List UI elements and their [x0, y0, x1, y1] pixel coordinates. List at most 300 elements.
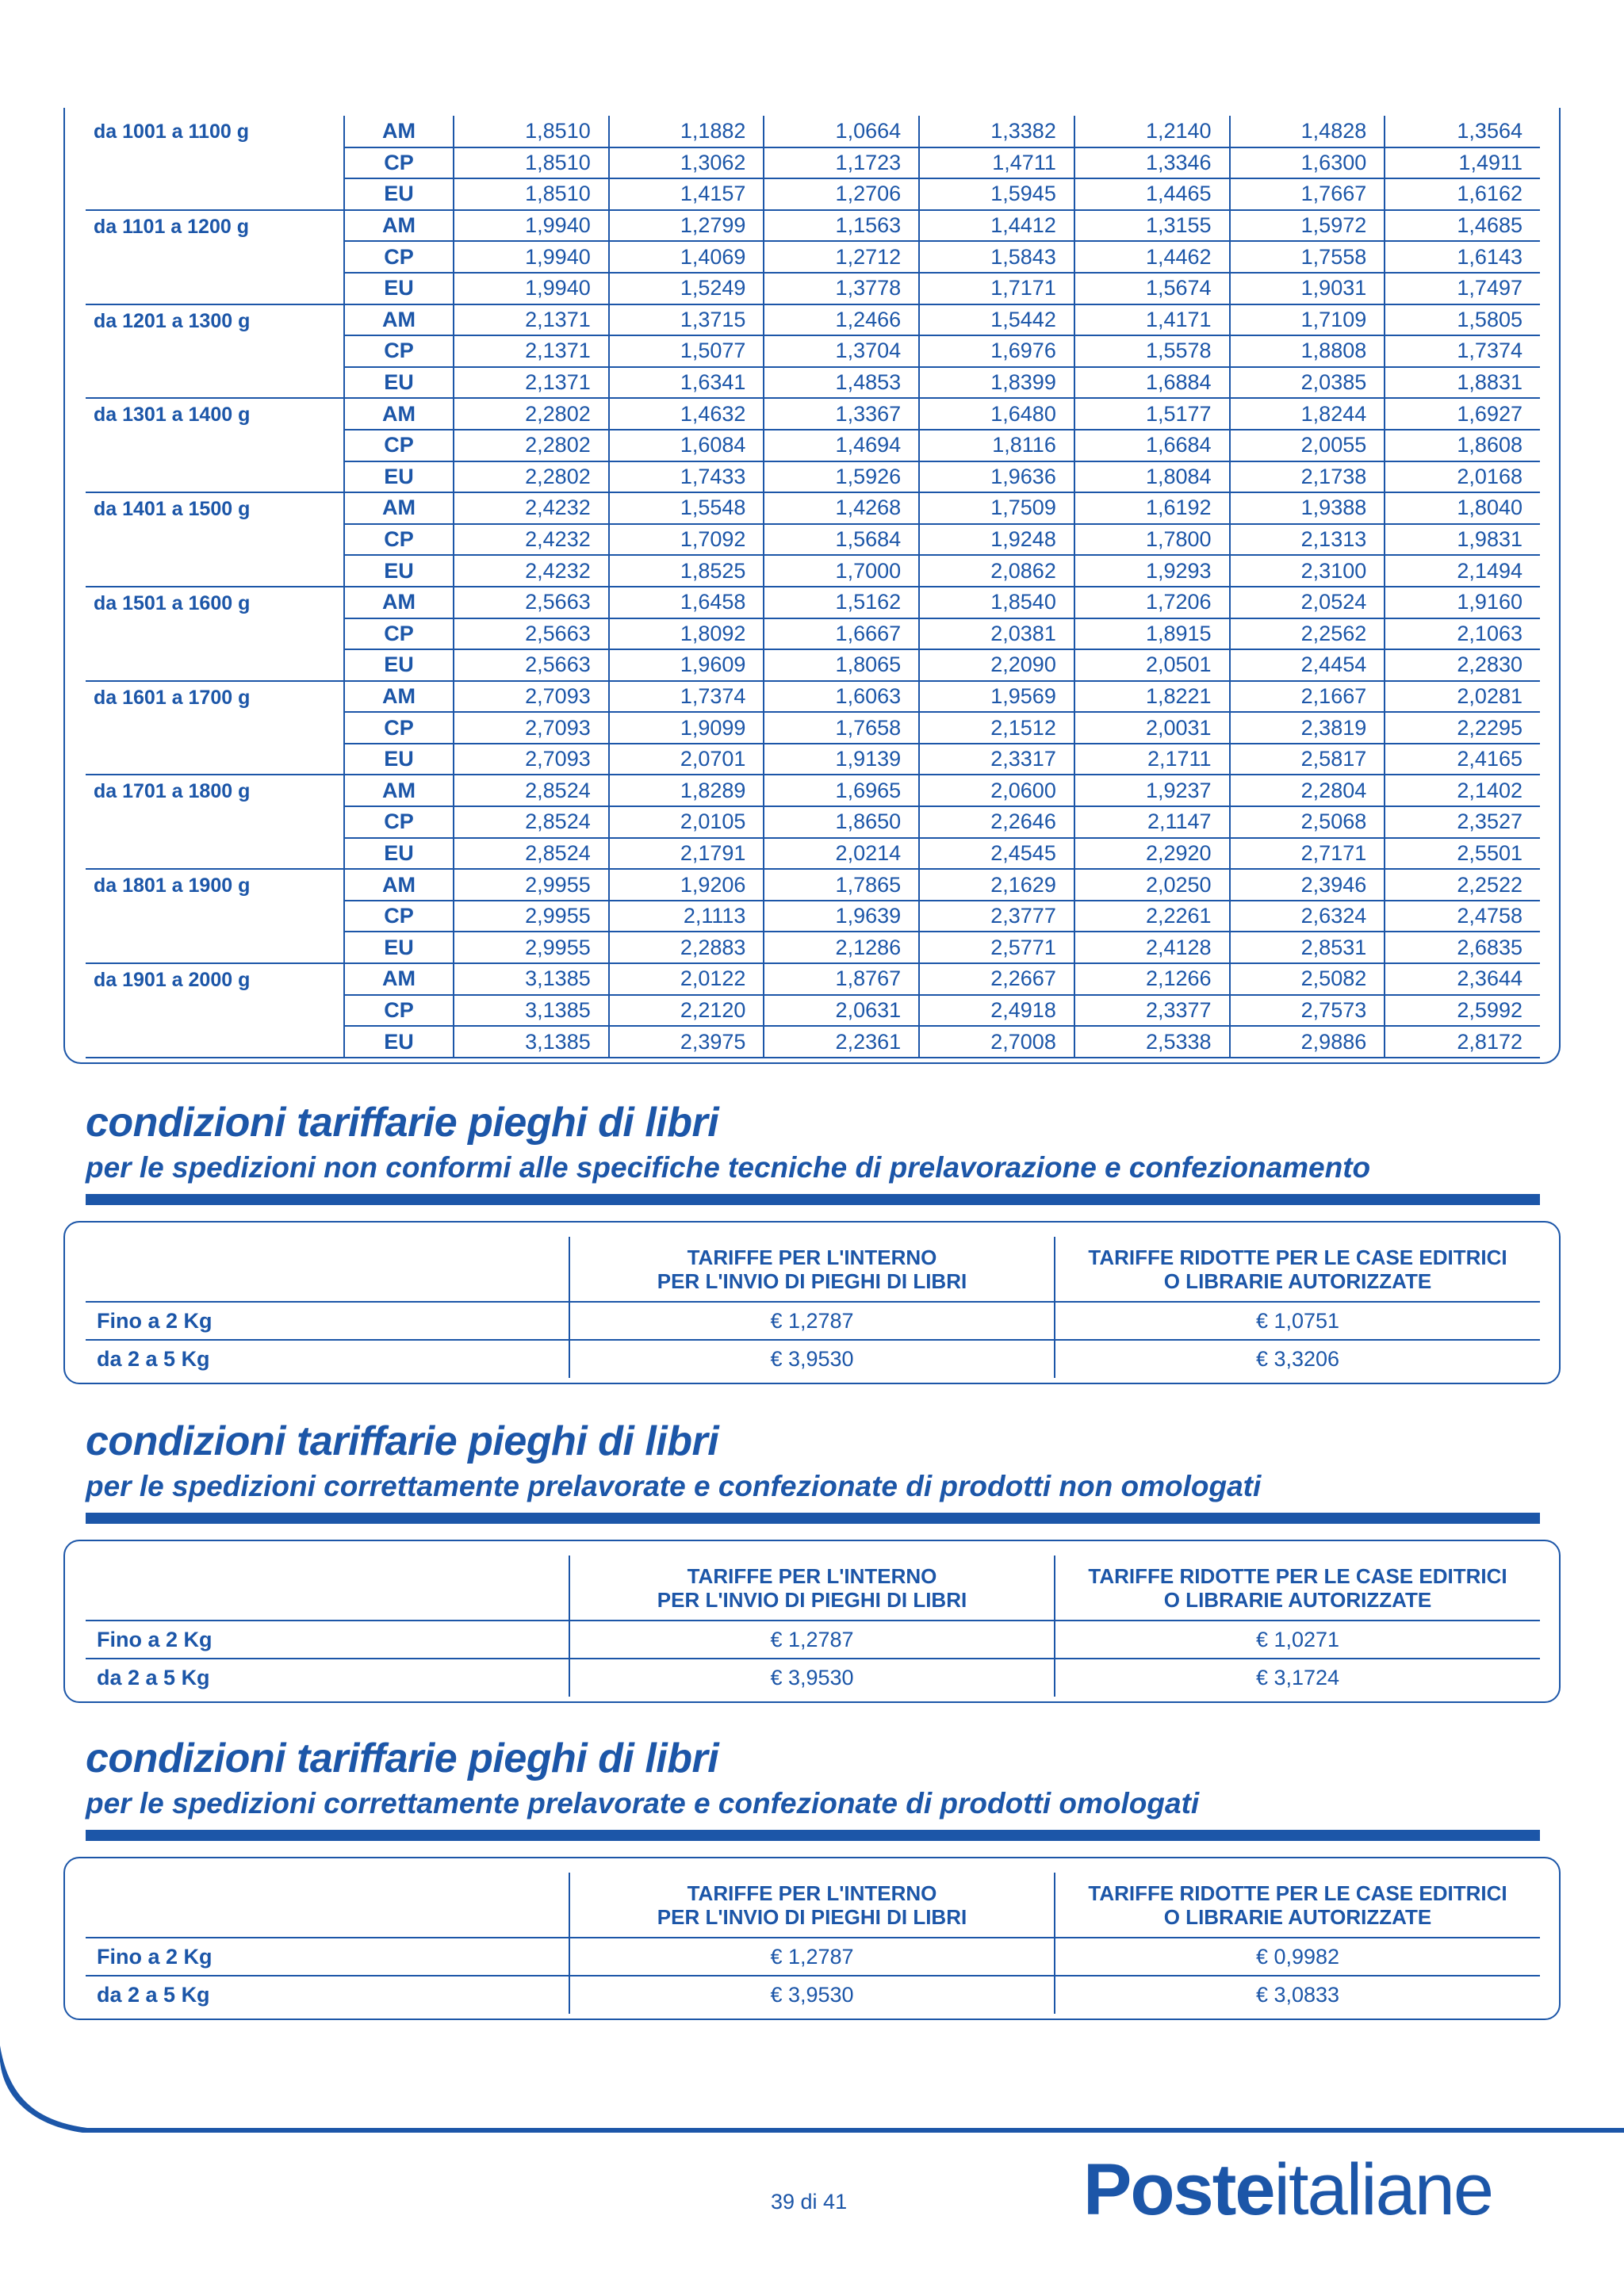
tariff-value: 2,4232	[454, 524, 609, 556]
weight-tariff-table	[86, 116, 1540, 1058]
table-row	[86, 587, 1540, 618]
tariff-value: 2,6835	[1385, 932, 1540, 963]
tariff-value: 3,1385	[454, 963, 609, 995]
tariff-value: 1,9099	[609, 712, 764, 744]
tariff-value: 2,4165	[1385, 744, 1540, 775]
table-row	[86, 775, 1540, 806]
tariff-value: 1,9609	[609, 649, 764, 681]
tariff-value: 2,5068	[1230, 806, 1385, 838]
tariff-value: 1,4853	[764, 367, 919, 399]
tariff-value: 2,8524	[454, 775, 609, 806]
tariff-value: 2,4232	[454, 492, 609, 524]
tariff-value: 1,6143	[1385, 241, 1540, 273]
tariff-value: 1,9831	[1385, 524, 1540, 556]
rate-box-3	[63, 1857, 1561, 2020]
tariff-value: 1,8767	[764, 963, 919, 995]
table-row	[86, 1621, 1540, 1659]
rate-table-1	[86, 1237, 1540, 1378]
zone-code: EU	[344, 367, 454, 399]
tariff-value: 2,1711	[1074, 744, 1230, 775]
tariff-value: 1,5805	[1385, 304, 1540, 336]
tariff-value: 2,4128	[1074, 932, 1230, 963]
zone-code: EU	[344, 1026, 454, 1058]
tariff-value: 1,8525	[609, 555, 764, 587]
tariff-value: 1,8510	[454, 116, 609, 147]
tariff-value: 1,4069	[609, 241, 764, 273]
tariff-value: 1,9031	[1230, 273, 1385, 304]
tariff-value: 2,3644	[1385, 963, 1540, 995]
tariff-value: 2,1738	[1230, 461, 1385, 493]
tariff-value: 1,5578	[1074, 335, 1230, 367]
weight-label: Fino a 2 Kg	[86, 1302, 569, 1340]
tariff-value: 1,8116	[919, 430, 1074, 461]
zone-code: AM	[344, 210, 454, 242]
tariff-value: 1,9388	[1230, 492, 1385, 524]
table-row	[86, 116, 1540, 147]
tariff-value: 1,3382	[919, 116, 1074, 147]
reduced-rate: € 0,9982	[1055, 1938, 1540, 1976]
tariff-value: 2,5663	[454, 649, 609, 681]
header-domestic-rates: TARIFFE PER L'INTERNO PER L'INVIO DI PIEGHI DI LIBRI	[569, 1237, 1055, 1302]
tariff-value: 1,1563	[764, 210, 919, 242]
tariff-value: 1,3062	[609, 147, 764, 179]
tariff-value: 2,0631	[764, 995, 919, 1027]
tariff-value: 2,0381	[919, 618, 1074, 650]
tariff-value: 1,9940	[454, 241, 609, 273]
tariff-value: 1,7667	[1230, 178, 1385, 210]
tariff-value: 2,7093	[454, 712, 609, 744]
table-row	[86, 398, 1540, 430]
tariff-value: 1,9940	[454, 273, 609, 304]
tariff-value: 2,6324	[1230, 901, 1385, 932]
tariff-value: 1,7558	[1230, 241, 1385, 273]
tariff-value: 1,2799	[609, 210, 764, 242]
tariff-value: 2,2802	[454, 461, 609, 493]
tariff-value: 2,3100	[1230, 555, 1385, 587]
weight-range-label: da 1401 a 1500 g	[86, 492, 344, 587]
tariff-value: 1,7509	[919, 492, 1074, 524]
tariff-value: 2,0600	[919, 775, 1074, 806]
tariff-value: 1,7433	[609, 461, 764, 493]
tariff-value: 2,2802	[454, 430, 609, 461]
rate-table-3	[86, 1873, 1540, 2014]
tariff-value: 2,5082	[1230, 963, 1385, 995]
tariff-value: 2,2361	[764, 1026, 919, 1058]
tariff-value: 2,0501	[1074, 649, 1230, 681]
tariff-value: 2,0055	[1230, 430, 1385, 461]
tariff-value: 2,1113	[609, 901, 764, 932]
header-domestic-rates: TARIFFE PER L'INTERNO PER L'INVIO DI PIEGHI DI LIBRI	[569, 1556, 1055, 1621]
table-row	[86, 1340, 1540, 1378]
tariff-value: 2,3946	[1230, 869, 1385, 901]
tariff-value: 2,5771	[919, 932, 1074, 963]
tariff-value: 1,7497	[1385, 273, 1540, 304]
tariff-value: 2,1313	[1230, 524, 1385, 556]
tariff-value: 1,7206	[1074, 587, 1230, 618]
domestic-rate: € 3,9530	[569, 1659, 1055, 1697]
tariff-value: 1,9569	[919, 681, 1074, 713]
tariff-value: 2,3975	[609, 1026, 764, 1058]
tariff-value: 2,8524	[454, 806, 609, 838]
weight-range-label: da 1901 a 2000 g	[86, 963, 344, 1058]
tariff-value: 1,3715	[609, 304, 764, 336]
tariff-value: 2,0862	[919, 555, 1074, 587]
tariff-value: 2,7093	[454, 744, 609, 775]
tariff-value: 1,6884	[1074, 367, 1230, 399]
tariff-value: 1,3778	[764, 273, 919, 304]
header-domestic-rates: TARIFFE PER L'INTERNO PER L'INVIO DI PIEGHI DI LIBRI	[569, 1873, 1055, 1938]
tariff-value: 1,3346	[1074, 147, 1230, 179]
tariff-value: 2,2090	[919, 649, 1074, 681]
tariff-value: 1,4685	[1385, 210, 1540, 242]
zone-code: AM	[344, 587, 454, 618]
domestic-rate: € 1,2787	[569, 1938, 1055, 1976]
zone-code: EU	[344, 178, 454, 210]
table-row	[86, 681, 1540, 713]
tariff-value: 2,1629	[919, 869, 1074, 901]
table-row	[86, 304, 1540, 336]
tariff-value: 1,4412	[919, 210, 1074, 242]
tariff-value: 2,2667	[919, 963, 1074, 995]
tariff-value: 2,2120	[609, 995, 764, 1027]
tariff-value: 2,1512	[919, 712, 1074, 744]
tariff-value: 2,8524	[454, 838, 609, 870]
tariff-value: 1,3564	[1385, 116, 1540, 147]
header-reduced-rates: TARIFFE RIDOTTE PER LE CASE EDITRICI O LIBRARIE AUTORIZZATE	[1055, 1556, 1540, 1621]
tariff-value: 1,4694	[764, 430, 919, 461]
tariff-value: 1,3367	[764, 398, 919, 430]
tariff-value: 2,4545	[919, 838, 1074, 870]
tariff-value: 1,0664	[764, 116, 919, 147]
zone-code: EU	[344, 555, 454, 587]
tariff-value: 1,7109	[1230, 304, 1385, 336]
tariff-value: 2,7171	[1230, 838, 1385, 870]
weight-range-label: da 1201 a 1300 g	[86, 304, 344, 399]
zone-code: CP	[344, 430, 454, 461]
header-reduced-rates: TARIFFE RIDOTTE PER LE CASE EDITRICI O LIBRARIE AUTORIZZATE	[1055, 1873, 1540, 1938]
tariff-value: 1,4911	[1385, 147, 1540, 179]
tariff-value: 1,4632	[609, 398, 764, 430]
zone-code: CP	[344, 618, 454, 650]
weight-label: da 2 a 5 Kg	[86, 1659, 569, 1697]
tariff-value: 1,2706	[764, 178, 919, 210]
tariff-value: 2,8172	[1385, 1026, 1540, 1058]
tariff-value: 1,8092	[609, 618, 764, 650]
tariff-value: 2,3377	[1074, 995, 1230, 1027]
tariff-value: 1,3155	[1074, 210, 1230, 242]
domestic-rate: € 1,2787	[569, 1302, 1055, 1340]
tariff-value: 2,3527	[1385, 806, 1540, 838]
section-rule-2	[86, 1513, 1540, 1524]
tariff-value: 1,5926	[764, 461, 919, 493]
tariff-value: 2,2562	[1230, 618, 1385, 650]
weight-range-label: da 1501 a 1600 g	[86, 587, 344, 681]
tariff-value: 2,0701	[609, 744, 764, 775]
tariff-value: 2,1063	[1385, 618, 1540, 650]
section-title-3: condizioni tariffarie pieghi di libri	[86, 1735, 719, 1781]
tariff-value: 2,0031	[1074, 712, 1230, 744]
zone-code: CP	[344, 241, 454, 273]
tariff-value: 1,6192	[1074, 492, 1230, 524]
zone-code: AM	[344, 869, 454, 901]
tariff-value: 1,6927	[1385, 398, 1540, 430]
domestic-rate: € 3,9530	[569, 1976, 1055, 2014]
weight-range-label: da 1701 a 1800 g	[86, 775, 344, 869]
zone-code: CP	[344, 147, 454, 179]
weight-range-label: da 1301 a 1400 g	[86, 398, 344, 492]
tariff-value: 2,0214	[764, 838, 919, 870]
rate-table-2	[86, 1556, 1540, 1697]
tariff-value: 2,0250	[1074, 869, 1230, 901]
reduced-rate: € 3,3206	[1255, 1347, 1340, 1371]
tariff-value: 2,1371	[454, 367, 609, 399]
tariff-value: 2,0122	[609, 963, 764, 995]
reduced-rate: € 3,0833	[1255, 1983, 1340, 2007]
tariff-value: 2,1147	[1074, 806, 1230, 838]
tariff-value: 1,5249	[609, 273, 764, 304]
tariff-value: 2,4454	[1230, 649, 1385, 681]
table-row	[86, 492, 1540, 524]
tariff-value: 1,8510	[454, 147, 609, 179]
tariff-value: 1,6458	[609, 587, 764, 618]
tariff-value: 1,1882	[609, 116, 764, 147]
reduced-rate: € 1,0751	[1055, 1302, 1540, 1340]
reduced-rate: € 3,1724	[1255, 1666, 1340, 1689]
zone-code: CP	[344, 995, 454, 1027]
zone-code: CP	[344, 335, 454, 367]
tariff-value: 1,6341	[609, 367, 764, 399]
tariff-value: 1,6480	[919, 398, 1074, 430]
rate-box-2	[63, 1540, 1561, 1703]
tariff-value: 2,0168	[1385, 461, 1540, 493]
tariff-value: 1,2712	[764, 241, 919, 273]
tariff-value: 1,1723	[764, 147, 919, 179]
zone-code: CP	[344, 901, 454, 932]
tariff-value: 1,6976	[919, 335, 1074, 367]
tariff-value: 2,1402	[1385, 775, 1540, 806]
tariff-value: 1,8289	[609, 775, 764, 806]
tariff-value: 1,5674	[1074, 273, 1230, 304]
tariff-value: 1,9206	[609, 869, 764, 901]
header-reduced-rates: TARIFFE RIDOTTE PER LE CASE EDITRICI O LIBRARIE AUTORIZZATE	[1055, 1237, 1540, 1302]
tariff-value: 3,1385	[454, 1026, 609, 1058]
tariff-value: 1,8540	[919, 587, 1074, 618]
tariff-value: 2,1494	[1385, 555, 1540, 587]
section-rule-3	[86, 1830, 1540, 1841]
tariff-value: 2,2920	[1074, 838, 1230, 870]
tariff-value: 1,6300	[1230, 147, 1385, 179]
tariff-value: 2,9886	[1230, 1026, 1385, 1058]
tariff-value: 2,2295	[1385, 712, 1540, 744]
tariff-value: 1,8065	[764, 649, 919, 681]
tariff-value: 2,1266	[1074, 963, 1230, 995]
tariff-value: 2,5992	[1385, 995, 1540, 1027]
tariff-value: 1,3704	[764, 335, 919, 367]
tariff-value: 1,7658	[764, 712, 919, 744]
tariff-value: 2,3777	[919, 901, 1074, 932]
weight-label: Fino a 2 Kg	[86, 1621, 569, 1659]
tariff-value: 1,6667	[764, 618, 919, 650]
table-row	[86, 1659, 1540, 1697]
tariff-value: 2,4918	[919, 995, 1074, 1027]
tariff-value: 2,7008	[919, 1026, 1074, 1058]
zone-code: CP	[344, 806, 454, 838]
tariff-value: 2,5663	[454, 587, 609, 618]
tariff-value: 2,2646	[919, 806, 1074, 838]
tariff-value: 1,8608	[1385, 430, 1540, 461]
tariff-value: 2,9955	[454, 869, 609, 901]
tariff-value: 2,1286	[764, 932, 919, 963]
section-title-2: condizioni tariffarie pieghi di libri	[86, 1418, 719, 1464]
footer-swoosh	[0, 2045, 1624, 2141]
zone-code: AM	[344, 492, 454, 524]
tariff-value: 2,2830	[1385, 649, 1540, 681]
weight-range-label: da 1101 a 1200 g	[86, 210, 344, 304]
tariff-value: 1,5684	[764, 524, 919, 556]
tariff-value: 1,6162	[1385, 178, 1540, 210]
tariff-value: 2,1667	[1230, 681, 1385, 713]
section-subtitle-3: per le spedizioni correttamente prelavorate e confezionate di prodotti omologati	[86, 1787, 1200, 1820]
tariff-value: 1,8244	[1230, 398, 1385, 430]
tariff-value: 1,7092	[609, 524, 764, 556]
tariff-value: 2,3819	[1230, 712, 1385, 744]
tariff-value: 1,4465	[1074, 178, 1230, 210]
tariff-value: 1,8221	[1074, 681, 1230, 713]
tariff-value: 1,7865	[764, 869, 919, 901]
zone-code: AM	[344, 116, 454, 147]
tariff-value: 2,2522	[1385, 869, 1540, 901]
tariff-value: 1,6063	[764, 681, 919, 713]
table-row	[86, 1938, 1540, 1976]
tariff-value: 1,6684	[1074, 430, 1230, 461]
tariff-value: 1,9940	[454, 210, 609, 242]
tariff-value: 1,9636	[919, 461, 1074, 493]
tariff-value: 1,5972	[1230, 210, 1385, 242]
tariff-value: 1,7800	[1074, 524, 1230, 556]
zone-code: EU	[344, 932, 454, 963]
reduced-rate: € 1,0271	[1055, 1621, 1540, 1659]
tariff-value: 1,8399	[919, 367, 1074, 399]
section-subtitle-2: per le spedizioni correttamente prelavorate e confezionate di prodotti non omologati	[86, 1470, 1262, 1502]
tariff-value: 1,8650	[764, 806, 919, 838]
zone-code: AM	[344, 398, 454, 430]
tariff-value: 2,4758	[1385, 901, 1540, 932]
tariff-value: 2,2883	[609, 932, 764, 963]
tariff-value: 1,8808	[1230, 335, 1385, 367]
tariff-value: 1,9237	[1074, 775, 1230, 806]
tariff-value: 2,2802	[454, 398, 609, 430]
tariff-value: 1,5442	[919, 304, 1074, 336]
tariff-value: 1,4268	[764, 492, 919, 524]
zone-code: EU	[344, 649, 454, 681]
zone-code: EU	[344, 273, 454, 304]
domestic-rate: € 1,2787	[569, 1621, 1055, 1659]
tariff-value: 2,1371	[454, 304, 609, 336]
tariff-value: 1,4462	[1074, 241, 1230, 273]
tariff-value: 1,9293	[1074, 555, 1230, 587]
weight-range-label: da 1001 a 1100 g	[86, 116, 344, 210]
tariff-value: 1,8510	[454, 178, 609, 210]
tariff-value: 1,7171	[919, 273, 1074, 304]
tariff-value: 2,2804	[1230, 775, 1385, 806]
tariff-value: 1,9639	[764, 901, 919, 932]
tariff-value: 2,5338	[1074, 1026, 1230, 1058]
tariff-value: 1,5162	[764, 587, 919, 618]
zone-code: AM	[344, 963, 454, 995]
tariff-value: 1,8915	[1074, 618, 1230, 650]
tariff-value: 2,5501	[1385, 838, 1540, 870]
tariff-value: 2,3317	[919, 744, 1074, 775]
tariff-value: 2,8531	[1230, 932, 1385, 963]
zone-code: EU	[344, 461, 454, 493]
tariff-value: 1,4711	[919, 147, 1074, 179]
tariff-value: 1,8831	[1385, 367, 1540, 399]
tariff-value: 1,5077	[609, 335, 764, 367]
zone-code: EU	[344, 838, 454, 870]
domestic-rate: € 3,9530	[569, 1340, 1055, 1378]
tariff-value: 2,5663	[454, 618, 609, 650]
tariff-value: 1,9139	[764, 744, 919, 775]
tariff-value: 1,4828	[1230, 116, 1385, 147]
tariff-value: 2,1371	[454, 335, 609, 367]
tariff-value: 1,7374	[609, 681, 764, 713]
tariff-value: 1,5177	[1074, 398, 1230, 430]
zone-code: EU	[344, 744, 454, 775]
tariff-value: 1,4171	[1074, 304, 1230, 336]
tariff-value: 2,0524	[1230, 587, 1385, 618]
weight-label: da 2 a 5 Kg	[86, 1976, 569, 2014]
tariff-value: 1,5548	[609, 492, 764, 524]
tariff-value: 1,7000	[764, 555, 919, 587]
zone-code: CP	[344, 524, 454, 556]
tariff-value: 1,5945	[919, 178, 1074, 210]
tariff-value: 1,6965	[764, 775, 919, 806]
page-number: 39 di 41	[771, 2190, 848, 2214]
tariff-value: 1,9160	[1385, 587, 1540, 618]
tariff-value: 2,0281	[1385, 681, 1540, 713]
tariff-value: 1,9248	[919, 524, 1074, 556]
zone-code: AM	[344, 775, 454, 806]
zone-code: CP	[344, 712, 454, 744]
weight-label: da 2 a 5 Kg	[86, 1340, 569, 1378]
table-row	[86, 210, 1540, 242]
table-row	[86, 963, 1540, 995]
tariff-value: 1,8040	[1385, 492, 1540, 524]
tariff-value: 2,1791	[609, 838, 764, 870]
tariff-value: 2,7573	[1230, 995, 1385, 1027]
section-subtitle-1: per le spedizioni non conformi alle specifiche tecniche di prelavorazione e confezionamento	[86, 1151, 1371, 1184]
weight-tariff-box	[63, 108, 1561, 1064]
poste-italiane-logo: Posteitaliane	[1083, 2149, 1493, 2230]
tariff-value: 2,5817	[1230, 744, 1385, 775]
zone-code: AM	[344, 304, 454, 336]
tariff-value: 2,9955	[454, 932, 609, 963]
weight-label: Fino a 2 Kg	[86, 1938, 569, 1976]
tariff-value: 1,7374	[1385, 335, 1540, 367]
tariff-value: 1,5843	[919, 241, 1074, 273]
tariff-value: 1,2466	[764, 304, 919, 336]
tariff-value: 1,2140	[1074, 116, 1230, 147]
table-row	[86, 1976, 1540, 2014]
tariff-value: 1,8084	[1074, 461, 1230, 493]
table-row	[86, 869, 1540, 901]
weight-range-label: da 1601 a 1700 g	[86, 681, 344, 775]
tariff-value: 1,6084	[609, 430, 764, 461]
section-rule-1	[86, 1194, 1540, 1205]
tariff-value: 2,4232	[454, 555, 609, 587]
table-row	[86, 1302, 1540, 1340]
tariff-value: 2,0105	[609, 806, 764, 838]
